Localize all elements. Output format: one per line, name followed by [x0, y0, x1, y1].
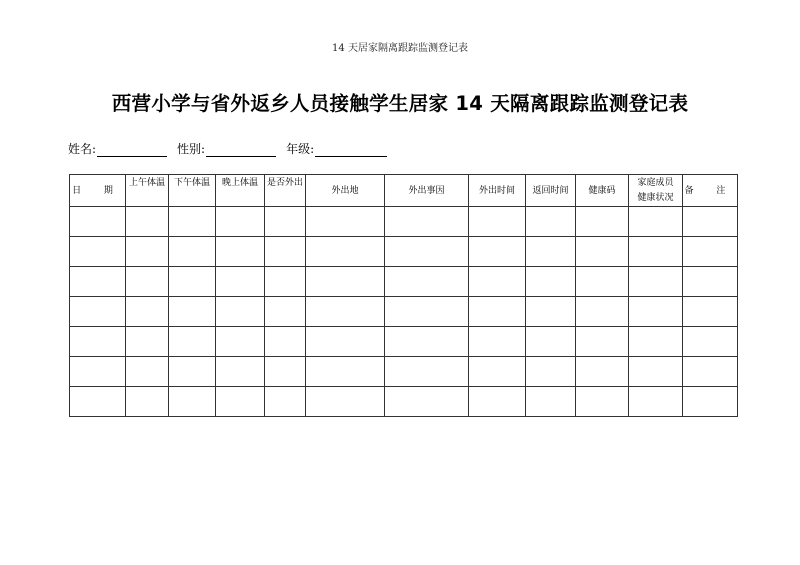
table-cell[interactable]	[265, 237, 306, 267]
table-cell[interactable]	[385, 207, 469, 237]
table-cell[interactable]	[306, 357, 385, 387]
table-row	[70, 207, 738, 237]
table-cell[interactable]	[306, 387, 385, 417]
table-cell[interactable]	[169, 327, 216, 357]
student-info-fields	[68, 135, 397, 157]
table-cell[interactable]	[526, 387, 576, 417]
table-cell[interactable]	[526, 237, 576, 267]
table-cell[interactable]	[526, 357, 576, 387]
table-cell[interactable]	[526, 327, 576, 357]
table-cell[interactable]	[629, 207, 683, 237]
table-cell[interactable]	[126, 387, 169, 417]
table-cell[interactable]	[70, 387, 126, 417]
table-cell[interactable]	[265, 387, 306, 417]
col-header-afternoon-temp: 下午体温	[169, 175, 216, 207]
name-field	[68, 140, 167, 157]
table-body	[70, 207, 738, 417]
table-cell[interactable]	[169, 297, 216, 327]
table-cell[interactable]	[629, 267, 683, 297]
table-cell[interactable]	[629, 357, 683, 387]
table-cell[interactable]	[216, 237, 265, 267]
table-cell[interactable]	[216, 297, 265, 327]
name-blank[interactable]	[97, 142, 167, 157]
col-header-return-time: 返回时间	[526, 175, 576, 207]
table-cell[interactable]	[169, 267, 216, 297]
gender-label: 性别:	[177, 142, 206, 156]
monitoring-log-table	[69, 174, 738, 417]
grade-field	[286, 140, 387, 157]
table-cell[interactable]	[469, 297, 526, 327]
table-cell[interactable]	[469, 267, 526, 297]
grade-blank[interactable]	[315, 142, 387, 157]
table-cell[interactable]	[576, 387, 629, 417]
name-label: 姓名:	[68, 142, 97, 156]
table-cell[interactable]	[306, 327, 385, 357]
table-cell[interactable]	[306, 297, 385, 327]
table-cell[interactable]	[216, 267, 265, 297]
table-cell[interactable]	[576, 357, 629, 387]
col-header-out-time: 外出时间	[469, 175, 526, 207]
table-cell[interactable]	[126, 207, 169, 237]
table-cell[interactable]	[265, 327, 306, 357]
table-cell[interactable]	[683, 357, 738, 387]
table-cell[interactable]	[385, 357, 469, 387]
table-cell[interactable]	[683, 387, 738, 417]
table-cell[interactable]	[576, 267, 629, 297]
table-cell[interactable]	[126, 267, 169, 297]
table-cell[interactable]	[385, 387, 469, 417]
table-cell[interactable]	[385, 237, 469, 267]
table-cell[interactable]	[169, 237, 216, 267]
table-row	[70, 387, 738, 417]
table-cell[interactable]	[216, 207, 265, 237]
table-cell[interactable]	[306, 237, 385, 267]
table-cell[interactable]	[385, 297, 469, 327]
table-cell[interactable]	[126, 357, 169, 387]
table-cell[interactable]	[216, 387, 265, 417]
table-cell[interactable]	[169, 207, 216, 237]
table-cell[interactable]	[169, 387, 216, 417]
table-cell[interactable]	[70, 297, 126, 327]
table-cell[interactable]	[683, 207, 738, 237]
page-header: 14 天居家隔离跟踪监测登记表	[332, 43, 468, 54]
table-cell[interactable]	[70, 207, 126, 237]
table-cell[interactable]	[265, 297, 306, 327]
col-header-reason: 外出事因	[385, 175, 469, 207]
table-cell[interactable]	[70, 237, 126, 267]
table-cell[interactable]	[306, 267, 385, 297]
table-cell[interactable]	[216, 357, 265, 387]
table-cell[interactable]	[469, 207, 526, 237]
gender-blank[interactable]	[206, 142, 276, 157]
table-cell[interactable]	[126, 327, 169, 357]
table-cell[interactable]	[70, 357, 126, 387]
table-row	[70, 267, 738, 297]
table-cell[interactable]	[683, 297, 738, 327]
table-cell[interactable]	[469, 387, 526, 417]
col-header-family-health: 家庭成员健康状况	[629, 175, 683, 207]
table-row	[70, 237, 738, 267]
table-row	[70, 297, 738, 327]
table-cell[interactable]	[306, 207, 385, 237]
col-header-destination: 外出地	[306, 175, 385, 207]
document-title: 西营小学与省外返乡人员接触学生居家 14 天隔离跟踪监测登记表	[111, 92, 689, 115]
table-cell[interactable]	[265, 357, 306, 387]
table-cell[interactable]	[526, 267, 576, 297]
table-cell[interactable]	[126, 297, 169, 327]
table-cell[interactable]	[385, 327, 469, 357]
table-cell[interactable]	[469, 327, 526, 357]
col-header-remarks: 备 注	[683, 175, 738, 207]
table-cell[interactable]	[526, 207, 576, 237]
table-cell[interactable]	[629, 297, 683, 327]
table-cell[interactable]	[469, 357, 526, 387]
col-header-evening-temp: 晚上体温	[216, 175, 265, 207]
col-header-date: 日 期	[70, 175, 126, 207]
table-cell[interactable]	[70, 327, 126, 357]
table-cell[interactable]	[576, 207, 629, 237]
table-cell[interactable]	[526, 297, 576, 327]
table-cell[interactable]	[683, 267, 738, 297]
table-row	[70, 327, 738, 357]
table-cell[interactable]	[629, 327, 683, 357]
table-row	[70, 357, 738, 387]
table-cell[interactable]	[576, 327, 629, 357]
table-cell[interactable]	[265, 207, 306, 237]
table-cell[interactable]	[629, 387, 683, 417]
table-cell[interactable]	[70, 267, 126, 297]
table-cell[interactable]	[469, 237, 526, 267]
table-cell[interactable]	[169, 357, 216, 387]
table-cell[interactable]	[683, 327, 738, 357]
gender-field	[177, 140, 276, 157]
col-header-went-out: 是否外出	[265, 175, 306, 207]
col-header-morning-temp: 上午体温	[126, 175, 169, 207]
table-header-row	[70, 175, 738, 207]
col-header-health-code: 健康码	[576, 175, 629, 207]
table-cell[interactable]	[126, 237, 169, 267]
grade-label: 年级:	[286, 142, 315, 156]
table-cell[interactable]	[385, 267, 469, 297]
table-cell[interactable]	[216, 327, 265, 357]
table-cell[interactable]	[576, 237, 629, 267]
table-cell[interactable]	[265, 267, 306, 297]
table-cell[interactable]	[629, 237, 683, 267]
table-cell[interactable]	[683, 237, 738, 267]
table-cell[interactable]	[576, 297, 629, 327]
